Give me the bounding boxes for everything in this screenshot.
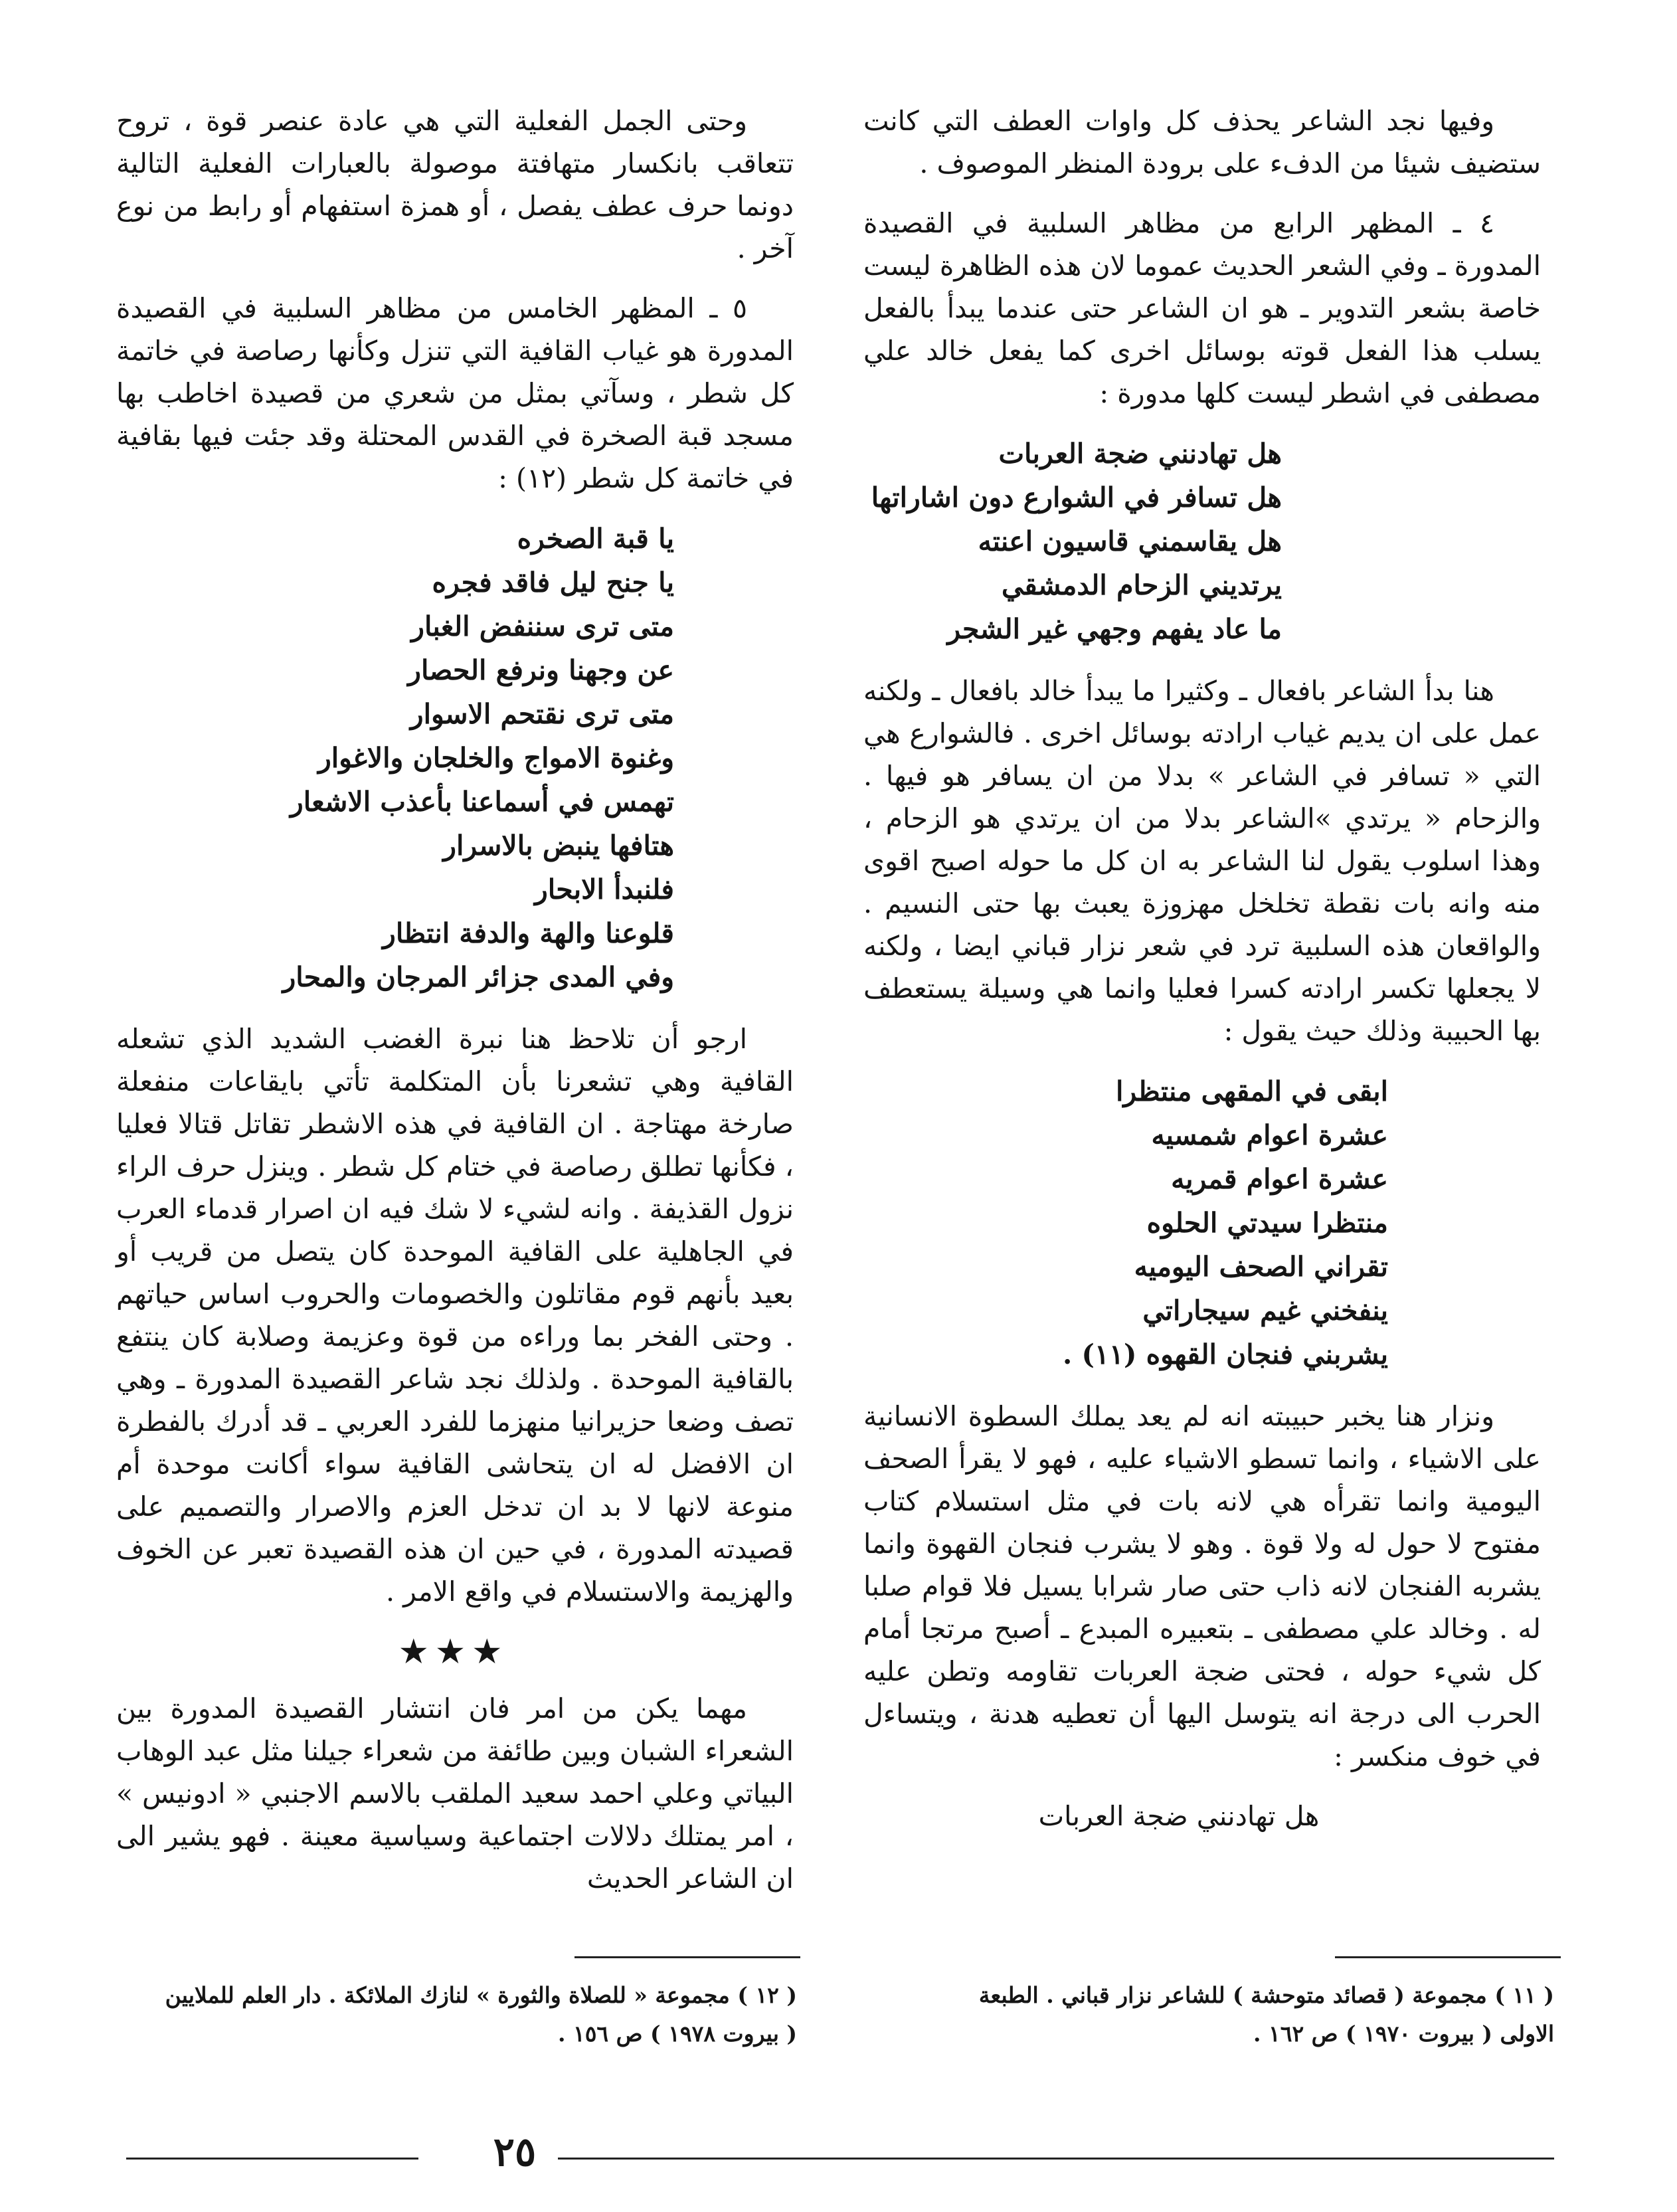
- verse-line: هتافها ينبض بالاسرار: [443, 830, 674, 862]
- verse-line: تقراني الصحف اليوميه: [1134, 1251, 1388, 1283]
- verse-line: ما عاد يفهم وجهي غير الشجر: [947, 613, 1282, 645]
- footnote-11-line-2: الاولى ( بيروت ١٩٧٠ ) ص ١٦٢ .: [1253, 2021, 1554, 2047]
- left-paragraph-2: ٥ ـ المظهر الخامس من مظاهر السلبية في القصيدة المدورة هو غياب القافية التي تنزل وكأنها رصاصة في خاتمة كل شطر ، وسآتي بمثل من شعري من قصيدة اخاطب بها مسجد قبة الصخرة في القدس المحتلة وقد جئت فيها بقافية في خاتمة كل شطر (١٢) :: [116, 292, 794, 494]
- bottom-rule-right: [558, 2158, 1554, 2160]
- verse-block-dome-of-rock: [116, 517, 794, 999]
- verse-block-nizar: [863, 1069, 1541, 1376]
- footnote-12-line-1: ( ١٢ ) مجموعة « للصلاة والثورة » لنازك الملائكة . دار العلم للملايين: [165, 1982, 797, 2008]
- footnote-rule-left: [574, 1956, 800, 1958]
- verse-line: يرتديني الزحام الدمشقي: [1001, 569, 1282, 601]
- verse-line: عشرة اعوام شمسيه: [1151, 1119, 1388, 1151]
- verse-line: وفي المدى جزائر المرجان والمحار: [282, 961, 674, 993]
- verse-line: فلنبدأ الابحار: [534, 874, 674, 905]
- verse-line: منتظرا سيدتي الحلوه: [1146, 1207, 1388, 1239]
- verse-block-khaled: [863, 432, 1541, 651]
- left-paragraph-3: ارجو أن تلاحظ هنا نبرة الغضب الشديد الذي تشعله القافية وهي تشعرنا بأن المتكلمة تأتي بايقاعات منفعلة صارخة مهتاجة . ان القافية في هذه الاشطر تقاتل قتالا فعليا ، فكأنها تطلق رصاصة في ختام كل شطر . وينزل حرف الراء نزول القذيفة . وانه لشيء لا شك فيه ان اصرار قدماء العرب في الجاهلية على القافية الموحدة كان يتصل من قريب أو بعيد بأنهم قوم مقاتلون والخصومات والحروب اساس حياتهم . وحتى الفخر بما وراءه من قوة وعزيمة وصلابة كان ينتفع بالقافية الموحدة . ولذلك نجد شاعر القصيدة المدورة ـ وهي تصف وضعا حزيرانيا منهزما للفرد العربي ـ قد أدرك بالفطرة ان الافضل له ان يتحاشى القافية سواء أكانت موحدة أم منوعة لانها لا بد ان تدخل العزم والاصرار والتصميم على قصيدته المدورة ، في حين ان هذه القصيدة تعبر عن الخوف والهزيمة والاستسلام في واقع الامر .: [116, 1023, 794, 1608]
- verse-line: ينفخني غيم سيجاراتي: [1142, 1295, 1388, 1327]
- footnote-11: [857, 1976, 1554, 2053]
- footnote-12-line-2: ( بيروت ١٩٧٨ ) ص ١٥٦ .: [557, 2021, 797, 2047]
- footnote-12: [100, 1976, 797, 2053]
- verse-line: هل تسافر في الشوارع دون اشاراتها: [871, 482, 1282, 513]
- right-paragraph-2: ٤ ـ المظهر الرابع من مظاهر السلبية في القصيدة المدورة ـ وفي الشعر الحديث عموما لان هذه الظاهرة ليست خاصة بشعر التدوير ـ هو ان الشاعر حتى عندما يبدأ بالفعل يسلب هذا الفعل قوته بوسائل اخرى كما يفعل خالد علي مصطفى في اشطر ليست كلها مدورة :: [863, 207, 1541, 409]
- right-column: [863, 100, 1541, 1855]
- footnote-11-line-1: ( ١١ ) مجموعة ( قصائد متوحشة ) للشاعر نزار قباني . الطبعة: [978, 1982, 1554, 2008]
- verse-line: هل تهادنني ضجة العربات: [998, 438, 1282, 470]
- section-separator-stars: ★★★: [400, 1633, 510, 1669]
- verse-line: يشربني فنجان القهوه (١١) .: [1062, 1338, 1388, 1370]
- verse-line: هل يقاسمني قاسيون اعنته: [978, 525, 1282, 557]
- verse-line: وغنوة الامواج والخلجان والاغوار: [317, 742, 674, 774]
- left-paragraph-4: مهما يكن من امر فان انتشار القصيدة المدورة بين الشعراء الشبان وبين طائفة من شعراء جيلنا مثل عبد الوهاب البياتي وعلي احمد سعيد الملقب بالاسم الاجنبي « ادونيس » ، امر يمتلك دلالات اجتماعية وسياسية معينة . فهو يشير الى ان الشاعر الحديث: [116, 1693, 794, 1894]
- verse-line: قلوعنا والهة والدفة انتظار: [383, 917, 674, 949]
- right-paragraph-4: ونزار هنا يخبر حبيبته انه لم يعد يملك السطوة الانسانية على الاشياء ، وانما تسطو الاشياء عليه ، فهو لا يقرأ الصحف اليومية وانما تقرأه هي لانه بات في مثل استسلام كتاب مفتوح لا حول له ولا قوة . وهو لا يشرب فنجان القهوة وانما يشربه الفنجان لانه ذاب حتى صار شرابا يسيل فلا قوام صلبا له . وخالد علي مصطفى ـ بتعبيره المبدع ـ أصبح مرتجا أمام كل شيء حوله ، فحتى ضجة العربات تقاومه وتطن عليه الحرب الى درجة انه يتوسل اليها أن تعطيه هدنة ، ويتساءل في خوف منكسر :: [863, 1400, 1541, 1772]
- verse-line: ابقى في المقهى منتظرا: [1115, 1075, 1388, 1107]
- verse-line: متى ترى سننفض الغبار: [411, 610, 674, 642]
- verse-line: يا جنح ليل فاقد فجره: [432, 567, 674, 599]
- verse-line: متى ترى نقتحم الاسوار: [410, 698, 674, 730]
- footnote-rule-right: [1335, 1956, 1561, 1958]
- right-paragraph-1: وفيها نجد الشاعر يحذف كل واوات العطف التي كانت ستضيف شيئا من الدفء على برودة المنظر الموصوف .: [863, 105, 1541, 179]
- verse-line: تهمس في أسماعنا بأعذب الاشعار: [290, 786, 674, 818]
- right-paragraph-3: هنا بدأ الشاعر بافعال ـ وكثيرا ما يبدأ خالد بافعال ـ ولكنه عمل على ان يديم غياب ارادته بوسائل اخرى . فالشوارع هي التي « تسافر في الشاعر » بدلا من ان يسافر هو فيها . والزحام « يرتدي »الشاعر بدلا من ان يرتدي هو الزحام ، وهذا اسلوب يقول لنا الشاعر به ان كل ما حوله اصبح اقوى منه وانه بات نقطة تخلخل مهزوزة يعبث بها حتى النسيم . والواقعان هذه السلبية ترد في شعر نزار قباني ايضا ، ولكنه لا يجعلها تكسر ارادته كسرا فعليا وانما هي وسيلة يستعطف بها الحبيبة وذلك حيث يقول :: [863, 675, 1541, 1047]
- verse-line: عشرة اعوام قمريه: [1171, 1163, 1388, 1195]
- right-closing-verse: هل تهادنني ضجة العربات: [1038, 1800, 1320, 1832]
- verse-line: عن وجهنا ونرفع الحصار: [408, 654, 674, 686]
- bottom-rule-left: [126, 2158, 418, 2160]
- verse-line: يا قبة الصخره: [517, 523, 674, 555]
- left-paragraph-1: وحتى الجمل الفعلية التي هي عادة عنصر قوة ، تروح تتعاقب بانكسار متهافتة موصولة بالعبارات الفعلية التالية دونما حرف عطف يفصل ، أو همزة استفهام أو رابط من نوع آخر .: [116, 105, 794, 264]
- page-number: ٢٥: [493, 2129, 537, 2175]
- left-column: [116, 100, 794, 1917]
